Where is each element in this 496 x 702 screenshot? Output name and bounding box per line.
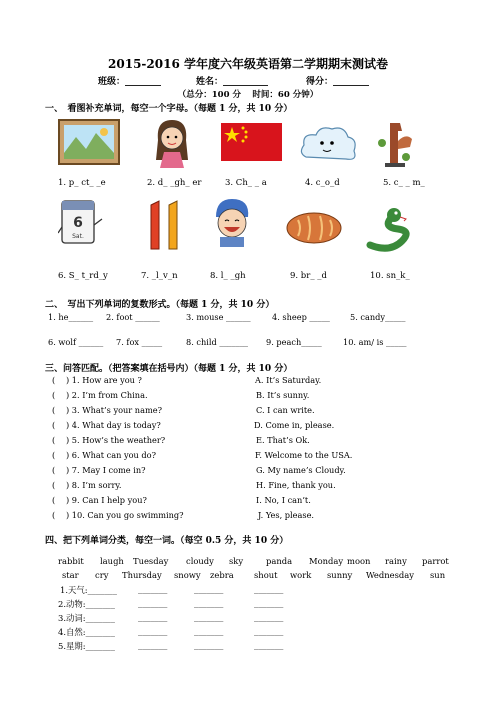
section3-heading: 三、问答匹配。（把答案填在括号内）（每题 1 分，共 10 分） (45, 364, 293, 374)
name-field: 姓名：__________ (196, 77, 269, 87)
eleven-image (145, 197, 187, 253)
category-verbs (58, 612, 115, 624)
answer-b: B. It’s sunny. (256, 390, 310, 400)
question-8: ( ) 8. I’m sorry. (52, 480, 122, 490)
word-star: star (62, 570, 79, 580)
category-label: 5.星期: (58, 641, 86, 651)
caption-8: 8. l_ _gh (210, 271, 246, 281)
plural-2: 2. foot ______ (106, 312, 160, 322)
category-blank: _______ (138, 626, 168, 636)
question-1: ( ) 1. How are you ? (52, 375, 142, 385)
category-label: 3.动词: (58, 613, 86, 623)
category-blank: _______ (194, 640, 224, 650)
question-6: ( ) 6. What can you do? (52, 450, 156, 460)
china-flag-image (221, 123, 282, 161)
answer-h: H. Fine, thank you. (256, 480, 336, 490)
category-blank: _______ (194, 612, 224, 622)
word-panda: panda (266, 556, 293, 566)
answer-c: C. I can write. (256, 405, 315, 415)
word-zebra: zebra (210, 570, 234, 580)
question-10: ( ) 10. Can you go swimming? (52, 510, 184, 520)
category-blank: _______ (194, 598, 224, 608)
daughter-image (148, 116, 196, 170)
caption-9: 9. br_ _d (290, 271, 327, 281)
bread-image (284, 206, 344, 246)
answer-i: I. No, I can’t. (256, 495, 311, 505)
question-4: ( ) 4. What day is today? (52, 420, 161, 430)
plural-1: 1. he______ (48, 312, 94, 322)
laughing-boy-image (210, 197, 254, 247)
plural-3: 3. mouse ______ (186, 312, 251, 322)
camel-image (376, 117, 416, 169)
caption-7: 7. _l_v_n (141, 271, 178, 281)
caption-10: 10. sn_k_ (370, 271, 410, 281)
question-7: ( ) 7. May I come in? (52, 465, 146, 475)
category-nature (58, 626, 115, 638)
word-sun: sun (430, 570, 446, 580)
question-9: ( ) 9. Can I help you? (52, 495, 147, 505)
picture-image (58, 119, 120, 165)
category-blank: _______ (254, 612, 284, 622)
plural-10: 10. am/ is _____ (343, 337, 407, 347)
category-blank: _______ (85, 599, 115, 609)
plural-5: 5. candy_____ (350, 312, 406, 322)
caption-5: 5. c_ _ m_ (383, 178, 425, 188)
class-field: 班级：________ (98, 77, 162, 87)
svg-text:6: 6 (73, 215, 83, 231)
caption-6: 6. S_ t_rd_y (58, 271, 108, 281)
category-blank: _______ (138, 612, 168, 622)
plural-8: 8. child _______ (186, 337, 249, 347)
plural-7: 7. fox _____ (116, 337, 163, 347)
plural-4: 4. sheep _____ (272, 312, 330, 322)
category-blank: _______ (254, 598, 284, 608)
category-blank: _______ (138, 598, 168, 608)
word-cloudy: cloudy (186, 556, 214, 566)
word-cry: cry (95, 570, 109, 580)
caption-2: 2. d_ _gh_ er (147, 178, 202, 188)
category-blank: _______ (85, 627, 115, 637)
plural-9: 9. peach_____ (266, 337, 322, 347)
section2-heading: 二、 写出下列单词的复数形式。（每题 1 分，共 10 分） (45, 300, 275, 310)
category-label: 1.天气: (60, 585, 88, 595)
answer-a: A. It’s Saturday. (255, 375, 322, 385)
word-monday: Monday (309, 556, 344, 566)
question-5: ( ) 5. How’s the weather? (52, 435, 166, 445)
section1-heading: 一、 看图补充单词，每空一个字母。（每题 1 分，共 10 分） (45, 104, 293, 114)
category-blank: _______ (87, 585, 117, 595)
word-wednesday: Wednesday (366, 570, 414, 580)
page-title: 2015-2016 学年度六年级英语第二学期期末测试卷 (108, 57, 388, 71)
score-field: 得分：________ (306, 77, 370, 87)
word-sunny: sunny (327, 570, 353, 580)
caption-3: 3. Ch_ _ a (225, 178, 267, 188)
answer-g: G. My name’s Cloudy. (256, 465, 346, 475)
category-blank: _______ (194, 626, 224, 636)
word-snowy: snowy (174, 570, 201, 580)
word-rabbit: rabbit (58, 556, 84, 566)
category-animals (58, 598, 115, 610)
word-work: work (290, 570, 312, 580)
category-label: 4.自然: (58, 627, 86, 637)
answer-j: J. Yes, please. (258, 510, 315, 520)
word-shout: shout (254, 570, 278, 580)
word-sky: sky (229, 556, 244, 566)
word-thursday: Thursday (122, 570, 162, 580)
question-3: ( ) 3. What’s your name? (52, 405, 162, 415)
category-weekdays (58, 640, 115, 652)
word-parrot: parrot (422, 556, 449, 566)
score-time-line: （总分：100 分 时间：60 分钟） (177, 90, 319, 100)
word-tuesday: Tuesday (133, 556, 169, 566)
cloud-image (298, 123, 360, 165)
category-blank: _______ (254, 626, 284, 636)
word-moon: moon (347, 556, 371, 566)
category-blank: _______ (138, 584, 168, 594)
answer-f: F. Welcome to the USA. (255, 450, 353, 460)
category-blank: _______ (254, 640, 284, 650)
category-blank: _______ (194, 584, 224, 594)
word-laugh: laugh (100, 556, 124, 566)
snake-image (362, 205, 418, 253)
category-blank: _______ (85, 641, 115, 651)
category-weather (60, 584, 117, 596)
caption-4: 4. c_o_d (305, 178, 340, 188)
caption-1: 1. p_ ct_ _e (58, 178, 106, 188)
plural-6: 6. wolf ______ (48, 337, 104, 347)
category-label: 2.动物: (58, 599, 86, 609)
answer-d: D. Come in, please. (254, 420, 335, 430)
answer-e: E. That’s Ok. (256, 435, 310, 445)
category-blank: _______ (85, 613, 115, 623)
word-rainy: rainy (385, 556, 407, 566)
category-blank: _______ (254, 584, 284, 594)
question-2: ( ) 2. I’m from China. (52, 390, 148, 400)
category-blank: _______ (138, 640, 168, 650)
svg-text:Sat.: Sat. (72, 233, 84, 240)
saturday-calendar-image (58, 197, 104, 247)
section4-heading: 四、把下列单词分类，每空一词。（每空 0.5 分，共 10 分） (45, 536, 289, 546)
